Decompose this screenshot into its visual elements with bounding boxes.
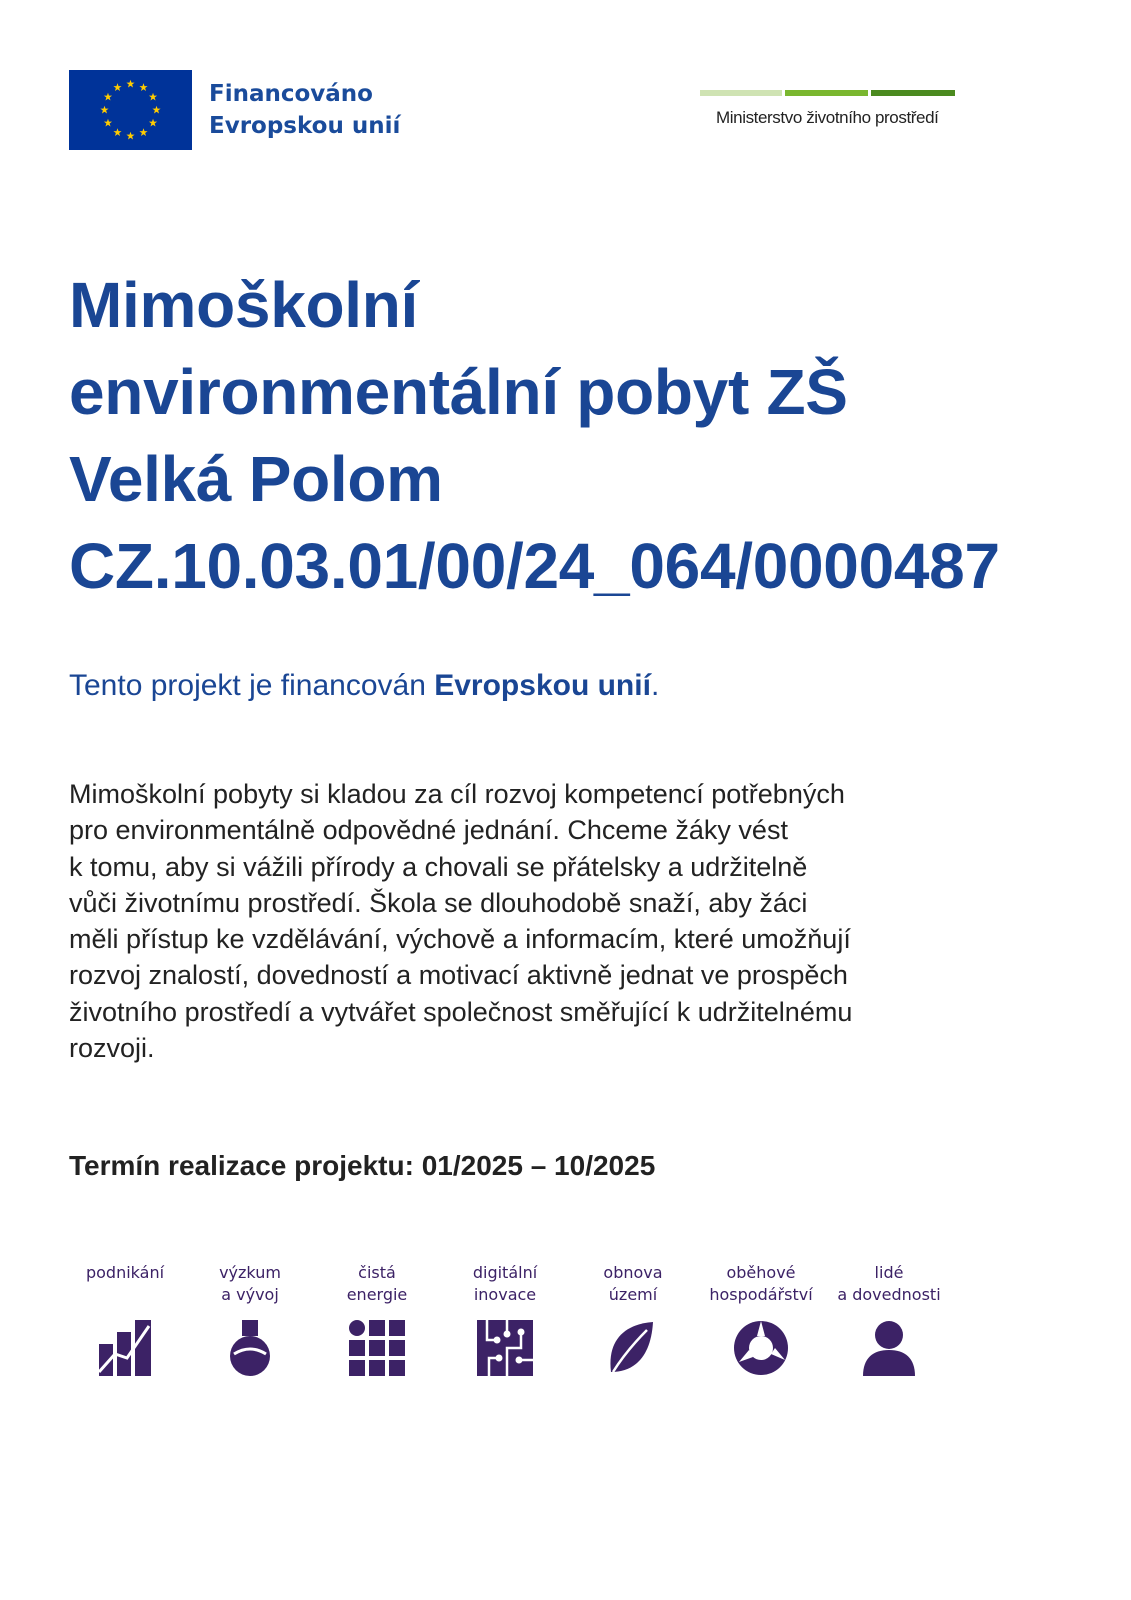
funding-statement (69, 669, 659, 703)
eu-star-icon (149, 119, 157, 127)
eu-star-icon (152, 106, 160, 114)
ministry-bar-dark (871, 90, 955, 96)
theme-label-line2: inovace (473, 1285, 537, 1304)
theme-label-line2: energie (346, 1285, 408, 1304)
person-icon (861, 1320, 917, 1376)
eu-star-icon (149, 93, 157, 101)
project-description (69, 776, 969, 1066)
eu-star-icon (139, 83, 147, 91)
eu-logo-line1: Financováno (209, 81, 373, 107)
theme-label-line1: výzkum (219, 1263, 281, 1282)
flask-icon (222, 1320, 278, 1376)
project-registration-number: CZ.10.03.01/00/24_064/0000487 (69, 530, 1000, 602)
description-line: pro environmentálně odpovědné jednání. Chceme žáky vést (69, 815, 788, 846)
ministry-name: Ministerstvo životního prostředí (716, 108, 939, 127)
theme-label-line2: území (608, 1285, 658, 1304)
eu-star-icon (100, 106, 108, 114)
eu-star-icon (113, 128, 121, 136)
title-line-3: Velká Polom (69, 443, 443, 515)
eu-funding-logo (69, 70, 409, 150)
eu-star-icon (126, 132, 134, 140)
ministry-logo (700, 90, 955, 130)
thematic-icons-row (60, 1262, 960, 1382)
description-line: rozvoj znalostí, dovedností a motivací aktivně jednat ve prospěch (69, 960, 848, 991)
theme-cista-energie (312, 1262, 442, 1306)
description-line: životního prostředí a vytvářet společnost směřující k udržitelnému (69, 996, 853, 1027)
description-line: rozvoji. (69, 1033, 155, 1064)
funding-suffix: . (650, 669, 660, 702)
description-line: k tomu, aby si vážili přírody a chovali se přátelsky a udržitelně (69, 851, 808, 882)
funding-emphasis: Evropskou unií (434, 669, 651, 702)
theme-label-line1: podnikání (85, 1263, 165, 1282)
theme-label-line1: digitální (472, 1263, 538, 1282)
description-line: Mimoškolní pobyty si kladou za cíl rozvoj kompetencí potřebných (69, 779, 845, 809)
eu-logo-text (209, 78, 400, 142)
project-term: Termín realizace projektu: 01/2025 – 10/2025 (69, 1150, 656, 1181)
theme-obehove-hospodarstvi (696, 1262, 826, 1306)
ministry-bar-light (700, 90, 782, 96)
theme-label-line2: hospodářství (709, 1285, 813, 1304)
theme-label-line1: lidé (874, 1263, 904, 1282)
theme-label-line2: a vývoj (221, 1285, 279, 1304)
theme-label-line1: oběhové (726, 1263, 796, 1282)
bar-chart-icon (97, 1320, 153, 1376)
eu-star-icon (139, 128, 147, 136)
theme-lide-a-dovednosti (824, 1262, 954, 1306)
funding-prefix: Tento projekt je financován (69, 669, 435, 702)
theme-label-line1: obnova (603, 1263, 663, 1282)
description-line: vůči životnímu prostředí. Škola se dlouhodobě snaží, aby žáci (69, 887, 808, 918)
leaf-icon (605, 1320, 661, 1376)
description-line: měli přístup ke vzdělávání, výchově a informacím, které umožňují (69, 924, 851, 955)
theme-obnova-uzemi (568, 1262, 698, 1306)
ministry-bar-medium (785, 90, 868, 96)
project-title (69, 262, 1129, 610)
theme-digitalni-inovace (440, 1262, 570, 1306)
solar-panel-icon (349, 1320, 405, 1376)
theme-vyzkum-a-vyvoj (185, 1262, 315, 1306)
eu-star-icon (126, 80, 134, 88)
eu-star-icon (104, 119, 112, 127)
eu-star-icon (104, 93, 112, 101)
eu-logo-line2: Evropskou unií (209, 113, 401, 139)
eu-flag-icon (69, 70, 192, 150)
title-line-1: Mimoškolní (69, 269, 419, 341)
theme-podnikani (60, 1262, 190, 1306)
theme-label-line2: a dovednosti (837, 1285, 941, 1304)
eu-star-icon (113, 83, 121, 91)
theme-label-line1: čistá (358, 1263, 396, 1282)
recycle-icon (733, 1320, 789, 1376)
circuit-icon (477, 1320, 533, 1376)
title-line-2: environmentální pobyt ZŠ (69, 356, 848, 428)
